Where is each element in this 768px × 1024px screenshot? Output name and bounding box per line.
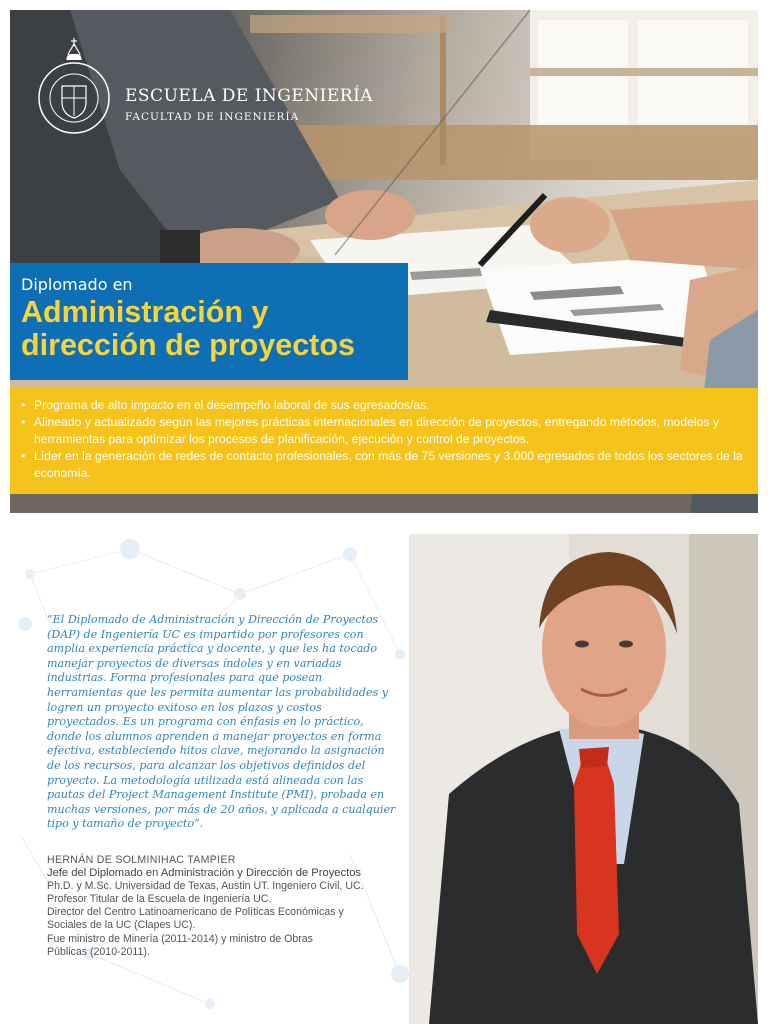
faculty-name: FACULTAD DE INGENIERÍA <box>125 111 300 123</box>
highlight-item: • Programa de alto impacto en el desempeño laboral de sus egresados/as. <box>20 397 748 413</box>
university-logo <box>36 36 112 140</box>
bio-line: Profesor Titular de la Escuela de Ingeniería UC. <box>47 893 272 906</box>
university-seal-icon <box>36 36 112 140</box>
highlights-list <box>20 397 748 481</box>
bio-line: Sociales de la UC (Clapes UC). <box>47 919 196 932</box>
bio-line: Públicas (2010-2011). <box>47 945 150 958</box>
school-heading <box>125 86 373 123</box>
highlights-band <box>10 388 758 494</box>
highlight-item: • Alineado y actualizado según las mejores prácticas internacionales en dirección de proyectos, entregando métodos, modelos y herramientas para optimizar los procesos de planificación, ejecución y control de proyectos. <box>20 414 748 447</box>
bio-line: Ph.D. y M.Sc. Universidad de Texas, Austin UT. Ingeniero Civil, UC. <box>47 880 364 893</box>
program-title-line-1: Administración y <box>21 295 269 329</box>
director-portrait <box>409 534 758 1024</box>
program-title-prefix: Diplomado en <box>21 275 133 294</box>
program-title-box <box>10 263 408 380</box>
bio-line: Director del Centro Latinoamericano de Políticas Económicas y <box>47 906 344 919</box>
portrait-illustration <box>409 534 758 1024</box>
director-bio <box>47 854 387 959</box>
program-title-line-2: dirección de proyectos <box>21 328 355 362</box>
director-quote: “El Diplomado de Administración y Dirección de Proyectos (DAP) de Ingeniería UC es impartido por profesores con amplia experiencia práctica y docente, y que les ha tocado manejar proyectos de diversas índoles y en variadas industrias. Forma profesionales para que posean herramientas que les permita aumentar las probabilidades y logren un proyecto exitoso en los plazos y costos proyectados. Es un programa con énfasis en lo práctico, donde los alumnos aprenden a manejar proyectos en forma efectiva, estableciendo hitos clave, mejorando la asignación de los recursos, para alcanzar los objetivos definidos del proyecto. La metodología utilizada está alineada con las pautas del Project Management Institute (PMI), probada en muchas versiones, por más de 20 años, y aplicada a cualquier tipo y tamaño de proyecto”. <box>47 613 396 831</box>
director-name: HERNÁN DE SOLMINIHAC TAMPIER <box>47 854 236 866</box>
director-role: Jefe del Diplomado en Administración y Dirección de Proyectos <box>47 867 362 880</box>
school-name: ESCUELA DE INGENIERÍA <box>125 86 374 106</box>
bio-line: Fue ministro de Minería (2011-2014) y ministro de Obras <box>47 932 313 945</box>
highlight-item: • Líder en la generación de redes de contacto profesionales, con más de 75 versiones y 3.000 egresados de todos los sectores de la economía. <box>20 448 748 481</box>
